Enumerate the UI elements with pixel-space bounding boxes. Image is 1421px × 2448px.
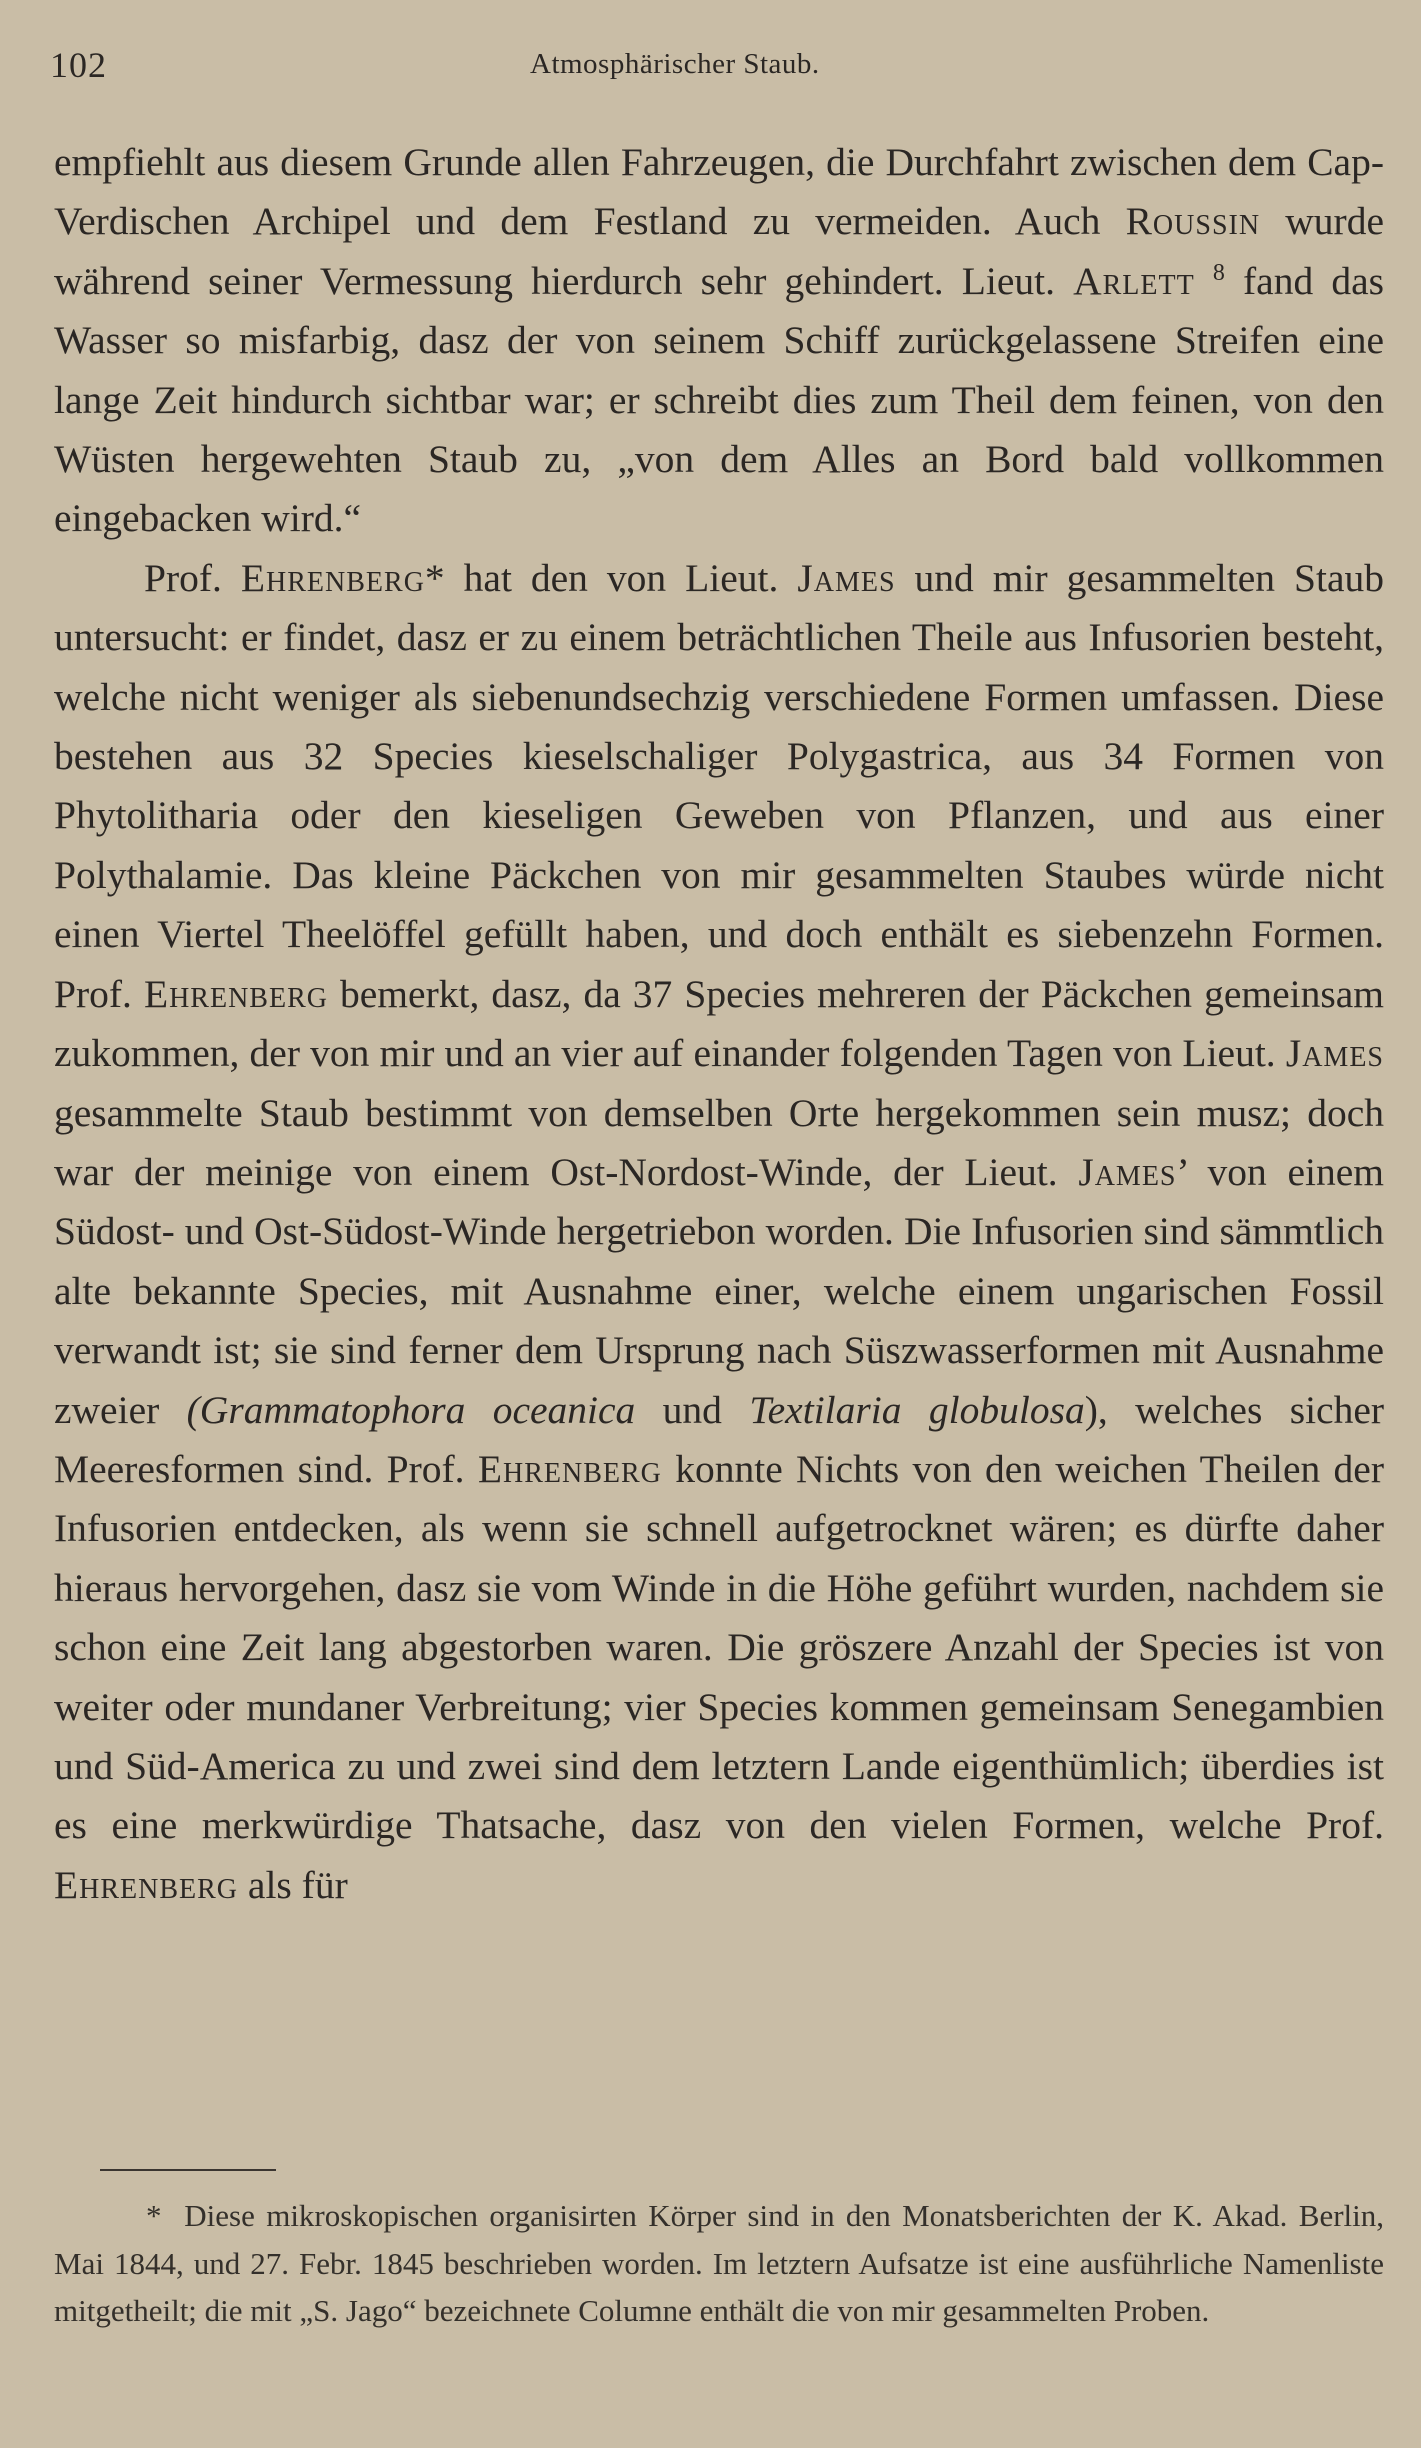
text-run: und [635,1387,750,1432]
author-name-ehrenberg: Ehrenberg [143,971,328,1016]
author-name-ehrenberg: Ehrenberg [240,555,425,600]
footnote-marker: * [424,555,445,600]
reference-marker: 8 [1212,259,1225,286]
text-run: als für [238,1862,348,1907]
author-name-james: James [1078,1149,1177,1194]
body-text [54,133,1384,1915]
footnote-divider [100,2169,276,2171]
text-run: hat den von Lieut. [444,555,798,600]
paragraph-1 [54,133,1384,549]
footnote-text: Diese mikroskopischen organisirten Körper sind in den Monatsberichten der K. Akad. Berlin, Mai 1844, und 27. Febr. 1845 beschrieben worden. Im letztern Aufsatze ist eine ausführliche Namenliste mitgetheilt; die mit „S. Jago“ bezeichnete Columne enthält die von mir gesammelten Proben. [54,2198,1385,2328]
text-run: Prof. [144,555,241,600]
page-number: 102 [50,45,107,85]
species-name: Textilaria globulosa [749,1387,1085,1432]
text-run: wurde während seiner Vermessung hierdurch sehr gehindert. Lieut. [54,199,1384,303]
text-run: ), welches sicher Meeresformen sind. Prof. [54,1387,1385,1491]
paragraph-2 [54,549,1384,1915]
author-name-ehrenberg: Ehrenberg [477,1446,662,1491]
text-run: empfiehlt aus diesem Grunde allen Fahrzeugen, die Durchfahrt zwischen dem Cap-Verdischen Archipel und dem Festland zu vermeiden. Auch [54,140,1384,244]
author-name-james: James [797,555,896,600]
author-name-ehrenberg: Ehrenberg [54,1862,239,1907]
author-name-arlett: Arlett [1073,258,1195,303]
text-run: und mir gesammelten Staub untersucht: er findet, dasz er zu einem beträchtlichen Theile aus Infusorien besteht, welche nicht weniger als siebenundsechzig verschiedene Formen umfassen. Diese bestehen aus 32 Species kieselschaliger Polygastrica, aus 34 Formen von Phytolitharia oder den kieseligen Geweben von Pflanzen, und aus einer Polythalamie. Das kleine Päckchen von mir gesammelten Staubes würde nicht einen Viertel Theelöffel gefüllt haben, und doch enthält es siebenzehn Formen. Prof. [54,555,1384,1016]
author-name-james: James [1285,1031,1384,1076]
text-run: bemerkt, dasz, da 37 Species mehreren der Päckchen gemeinsam zukommen, der von mir und an vier auf einander folgenden Tagen von Lieut. [54,971,1384,1076]
running-head: Atmosphärischer Staub. [530,48,820,80]
page-header [50,44,1390,94]
text-run: gesammelte Staub bestimmt von demselben Orte hergekommen sein musz; doch war der meinige von einem Ost-Nordost-Winde, der Lieut. [54,1090,1384,1194]
text-run: ’ von einem Südost- und Ost-Südost-Winde hergetriebon worden. Die Infusorien sind sämmtlich alte bekannte Species, mit Ausnahme einer, welche einem ungarischen Fossil verwandt ist; sie sind ferner dem Ursprung nach Süszwasserformen mit Ausnahme zweier [54,1149,1384,1432]
species-name: (Grammatophora oceanica [186,1387,636,1432]
text-run: konnte Nichts von den weichen Theilen der Infusorien entdecken, als wenn sie schnell aufgetrocknet wären; es dürfte daher hieraus hervorgehen, dasz sie vom Winde in die Höhe geführt wurden, nachdem sie schon eine Zeit lang abgestorben waren. Die gröszere Anzahl der Species ist von weiter oder mundaner Verbreitung; vier Species kommen gemeinsam Senegambien und Süd-America zu und zwei sind dem letztern Lande eigenthümlich; überdies ist es eine merkwürdige Thatsache, dasz von den vielen Formen, welche Prof. [54,1446,1384,1848]
footnote [54,2192,1384,2335]
author-name-roussin: Roussin [1125,199,1261,244]
footnote-mark: * [146,2198,162,2233]
text-run: fand das Wasser so misfarbig, dasz der von seinem Schiff zurückgelassene Streifen eine lange Zeit hindurch sichtbar war; er schreibt dies zum Theil dem feinen, von den Wüsten hergewehten Staub zu, „von dem Alles an Bord bald vollkommen eingebacken wird.“ [54,258,1385,541]
